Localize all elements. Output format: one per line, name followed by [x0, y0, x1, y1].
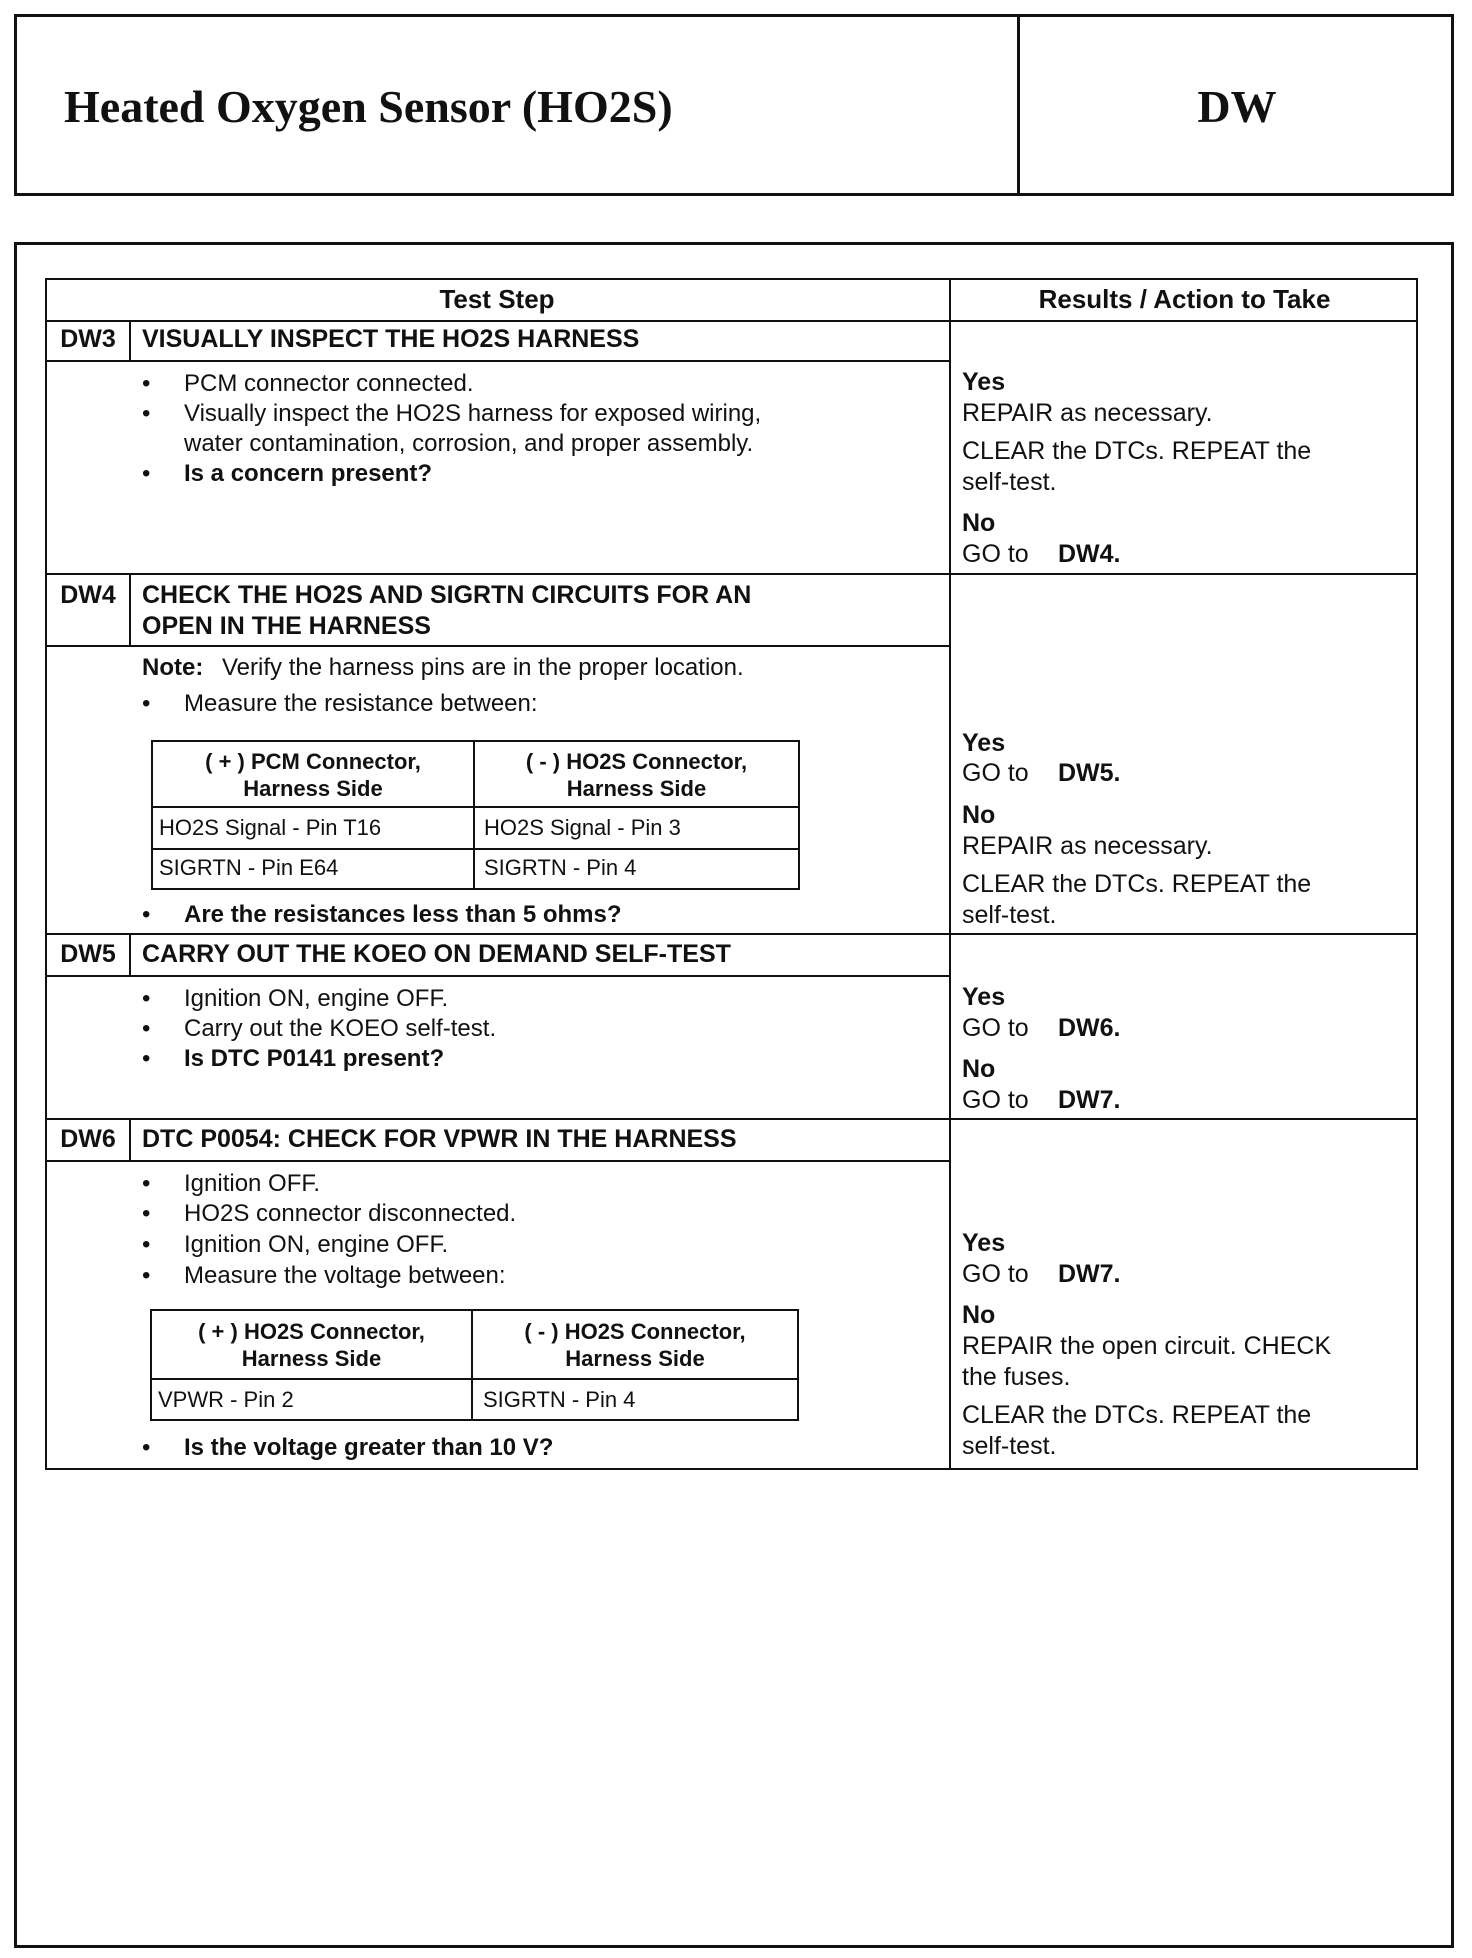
step-question: Is a concern present?: [184, 460, 433, 487]
step-instruction: Visually inspect the HO2S harness for exposed wiring,: [184, 400, 762, 427]
step-instruction: Ignition ON, engine OFF.: [184, 1231, 449, 1258]
header-row-divider: [45, 320, 1418, 322]
bullet-icon: •: [142, 1231, 151, 1258]
step-title-divider: [45, 975, 949, 977]
result-no-action: the fuses.: [962, 1363, 1071, 1391]
bullet-icon: •: [142, 1262, 151, 1289]
result-no-label: No: [962, 801, 996, 829]
result-yes-label: Yes: [962, 983, 1006, 1011]
result-yes-goto: GO to: [962, 1260, 1029, 1288]
step-question: Are the resistances less than 5 ohms?: [184, 901, 622, 928]
result-no-action: CLEAR the DTCs. REPEAT the: [962, 1401, 1312, 1429]
result-no-action: REPAIR the open circuit. CHECK: [962, 1332, 1332, 1360]
bullet-icon: •: [142, 1045, 151, 1072]
result-yes-goto: GO to: [962, 1014, 1029, 1042]
measurement-header: Harness Side: [566, 776, 707, 801]
result-yes-label: Yes: [962, 368, 1006, 396]
result-no-target: DW4.: [1058, 540, 1121, 568]
result-yes-target: DW7.: [1058, 1260, 1121, 1288]
step-question: Is DTC P0141 present?: [184, 1045, 445, 1072]
result-no-action: self-test.: [962, 901, 1057, 929]
measurement-header: ( - ) HO2S Connector,: [525, 749, 748, 774]
bullet-icon: •: [142, 400, 151, 427]
bullet-icon: •: [142, 370, 151, 397]
result-yes-target: DW5.: [1058, 759, 1121, 787]
result-no-action: self-test.: [962, 1432, 1057, 1460]
step-instruction: Ignition ON, engine OFF.: [184, 985, 449, 1012]
result-yes-label: Yes: [962, 729, 1006, 757]
measurement-cell: VPWR - Pin 2: [158, 1387, 294, 1412]
bullet-icon: •: [142, 1434, 151, 1461]
measurement-cell: SIGRTN - Pin 4: [484, 855, 637, 880]
measurement-header: ( - ) HO2S Connector,: [524, 1319, 746, 1344]
result-no-action: REPAIR as necessary.: [962, 832, 1213, 860]
step-instruction: Measure the voltage between:: [184, 1262, 506, 1289]
step-id: DW5: [60, 940, 116, 968]
measurement-table-row-divider: [151, 848, 800, 850]
bullet-icon: •: [142, 901, 151, 928]
row-divider: [45, 933, 1418, 935]
row-divider: [45, 573, 1418, 575]
measurement-cell: SIGRTN - Pin 4: [483, 1387, 636, 1412]
result-no-goto: GO to: [962, 1086, 1029, 1114]
step-id-divider: [129, 935, 131, 975]
measurement-header: Harness Side: [243, 776, 383, 801]
step-id: DW6: [60, 1125, 116, 1153]
step-id-divider: [129, 1120, 131, 1160]
measurement-table-row-divider: [150, 1378, 799, 1380]
result-no-goto: GO to: [962, 540, 1029, 568]
result-no-label: No: [962, 509, 996, 537]
measurement-table-row-divider: [151, 806, 800, 808]
result-yes-action: self-test.: [962, 468, 1057, 496]
section-code: DW: [1197, 81, 1277, 132]
column-header-results: Results / Action to Take: [1038, 284, 1331, 314]
measurement-cell: HO2S Signal - Pin 3: [484, 815, 681, 840]
page-title: Heated Oxygen Sensor (HO2S): [64, 81, 673, 132]
step-instruction: Carry out the KOEO self-test.: [184, 1015, 497, 1042]
step-question: Is the voltage greater than 10 V?: [184, 1434, 554, 1461]
result-no-target: DW7.: [1058, 1086, 1121, 1114]
result-no-action: CLEAR the DTCs. REPEAT the: [962, 870, 1312, 898]
step-instruction: Ignition OFF.: [184, 1170, 321, 1197]
result-yes-target: DW6.: [1058, 1014, 1121, 1042]
measurement-header: Harness Side: [565, 1346, 705, 1371]
note-text: Verify the harness pins are in the proper location.: [222, 654, 744, 681]
bullet-icon: •: [142, 690, 151, 717]
result-yes-goto: GO to: [962, 759, 1029, 787]
step-title: CHECK THE HO2S AND SIGRTN CIRCUITS FOR AN: [142, 581, 752, 609]
column-header-test-step: Test Step: [439, 284, 555, 314]
step-title: DTC P0054: CHECK FOR VPWR IN THE HARNESS: [142, 1125, 737, 1153]
step-title-divider: [45, 1160, 949, 1162]
measurement-header: ( + ) HO2S Connector,: [198, 1319, 425, 1344]
column-divider: [949, 278, 951, 1470]
result-yes-action: CLEAR the DTCs. REPEAT the: [962, 437, 1312, 465]
step-id: DW4: [60, 581, 116, 609]
note-label: Note:: [142, 654, 204, 681]
step-title-divider: [45, 360, 949, 362]
step-title: OPEN IN THE HARNESS: [142, 612, 431, 640]
step-title: CARRY OUT THE KOEO ON DEMAND SELF-TEST: [142, 940, 731, 968]
step-title-divider: [45, 645, 949, 647]
step-id-divider: [129, 322, 131, 360]
step-instruction: PCM connector connected.: [184, 370, 474, 397]
result-no-label: No: [962, 1055, 996, 1083]
measurement-header: ( + ) PCM Connector,: [205, 749, 421, 774]
step-id: DW3: [60, 325, 116, 353]
bullet-icon: •: [142, 1015, 151, 1042]
step-id-divider: [129, 575, 131, 645]
result-yes-label: Yes: [962, 1229, 1006, 1257]
bullet-icon: •: [142, 1170, 151, 1197]
step-instruction: Measure the resistance between:: [184, 690, 538, 717]
step-instruction: water contamination, corrosion, and proper assembly.: [184, 430, 754, 457]
step-title: VISUALLY INSPECT THE HO2S HARNESS: [142, 325, 640, 353]
measurement-header: Harness Side: [241, 1346, 382, 1371]
measurement-cell: HO2S Signal - Pin T16: [159, 815, 382, 840]
bullet-icon: •: [142, 985, 151, 1012]
bullet-icon: •: [142, 1200, 151, 1227]
result-yes-action: REPAIR as necessary.: [962, 399, 1213, 427]
result-no-label: No: [962, 1301, 996, 1329]
bullet-icon: •: [142, 460, 151, 487]
row-divider: [45, 1118, 1418, 1120]
measurement-cell: SIGRTN - Pin E64: [159, 855, 339, 880]
step-instruction: HO2S connector disconnected.: [184, 1200, 517, 1227]
